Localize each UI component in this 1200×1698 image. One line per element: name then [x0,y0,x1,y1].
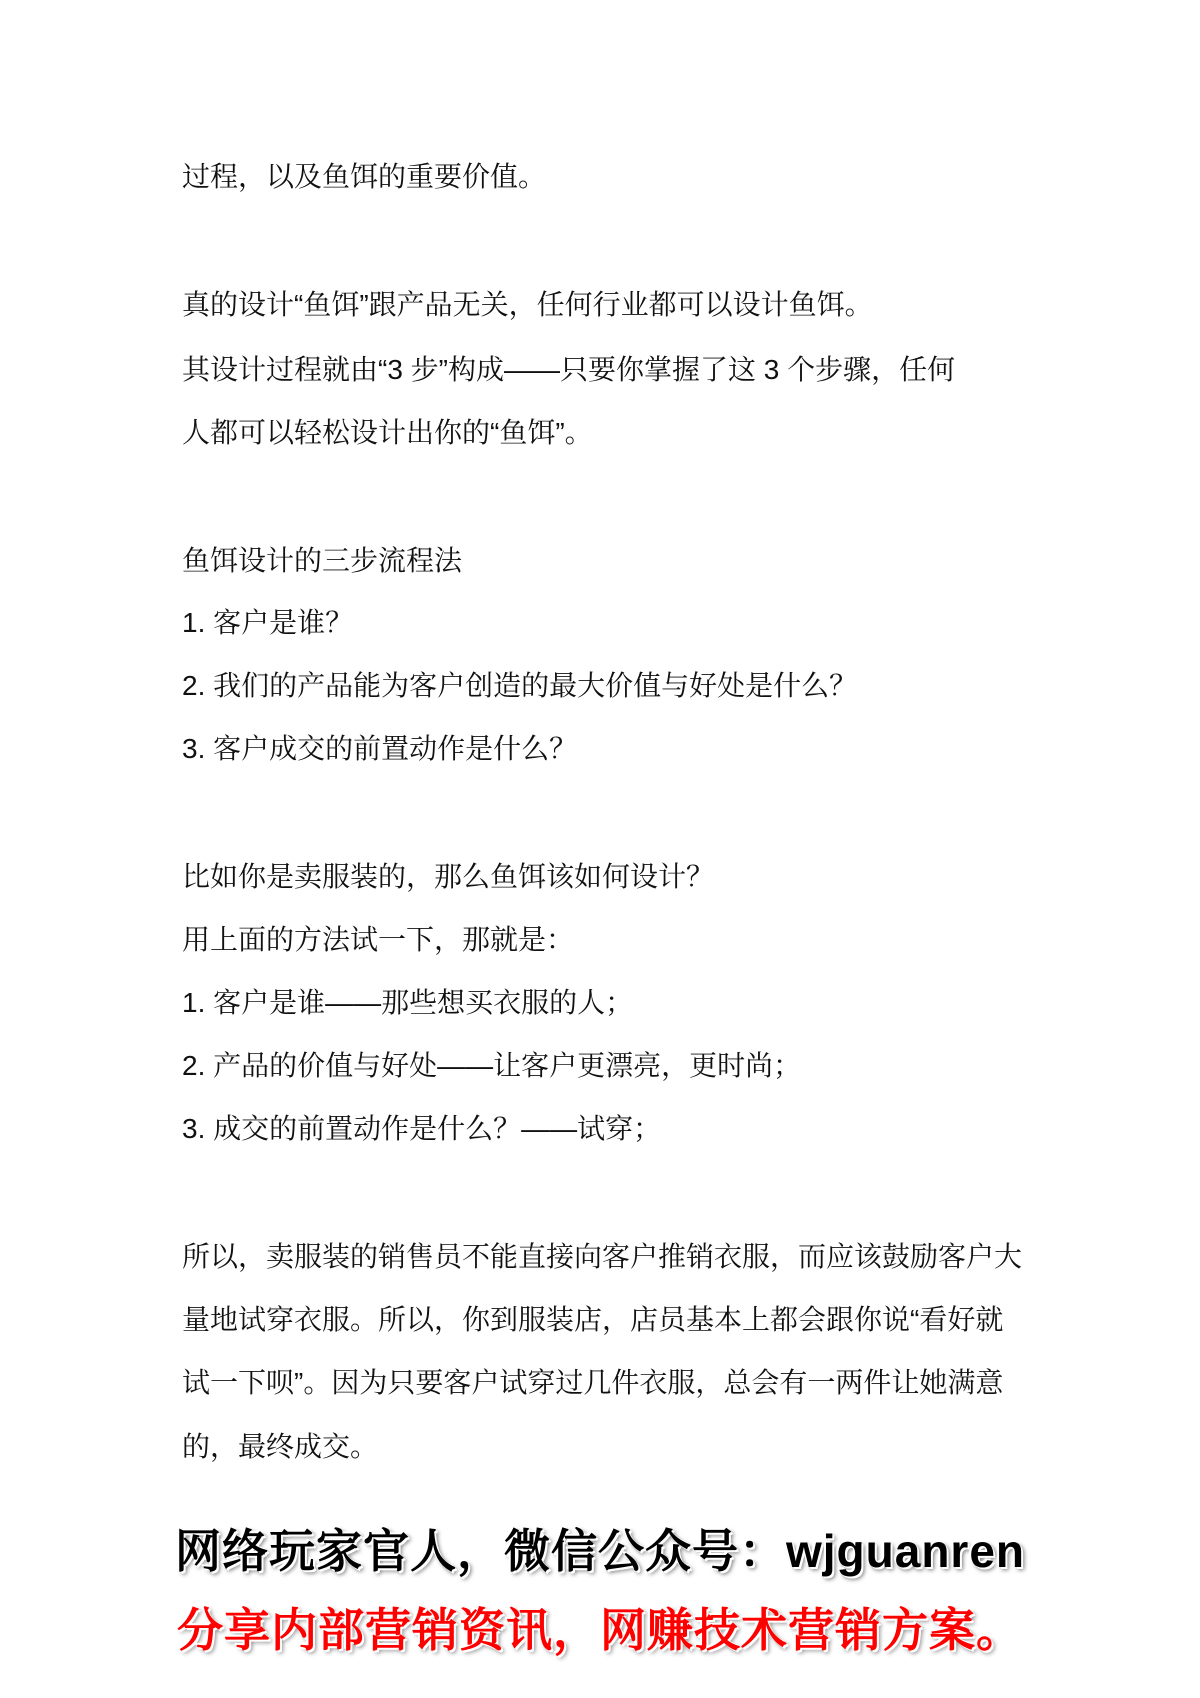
list-item: 1. 客户是谁——那些想买衣服的人； [182,987,634,1018]
body-text-line: 所以，卖服装的销售员不能直接向客户推销衣服，而应该鼓励客户大 [182,1241,1023,1272]
body-text-line: 真的设计“鱼饵”跟产品无关，任何行业都可以设计鱼饵。 [182,289,873,320]
list-item: 2. 我们的产品能为客户创造的最大价值与好处是什么？ [182,670,858,701]
body-text-line: 量地试穿衣服。所以，你到服装店，店员基本上都会跟你说“看好就 [182,1304,1004,1335]
body-text-line: 的，最终成交。 [182,1431,379,1462]
body-text-line: 试一下呗”。因为只要客户试穿过几件衣服，总会有一两件让她满意 [182,1367,1004,1398]
body-text-line: 用上面的方法试一下，那就是： [182,924,575,955]
body-text-line: 比如你是卖服装的，那么鱼饵该如何设计？ [182,861,715,892]
footer-watermark-line1: 网络玩家官人，微信公众号：wjguanren [174,1525,1026,1577]
body-text-line: 其设计过程就由“3 步”构成——只要你掌握了这 3 个步骤，任何 [182,354,956,385]
list-item: 2. 产品的价值与好处——让客户更漂亮，更时尚； [182,1050,802,1081]
footer-watermark-line2: 分享内部营销资讯，网赚技术营销方案。 [177,1604,1023,1656]
body-text-line: 过程，以及鱼饵的重要价值。 [182,161,547,192]
list-item: 1. 客户是谁？ [182,607,354,638]
section-heading: 鱼饵设计的三步流程法 [182,545,463,576]
list-item: 3. 成交的前置动作是什么？——试穿； [182,1113,662,1144]
list-item: 3. 客户成交的前置动作是什么？ [182,733,578,764]
body-text-line: 人都可以轻松设计出你的“鱼饵”。 [182,417,593,448]
